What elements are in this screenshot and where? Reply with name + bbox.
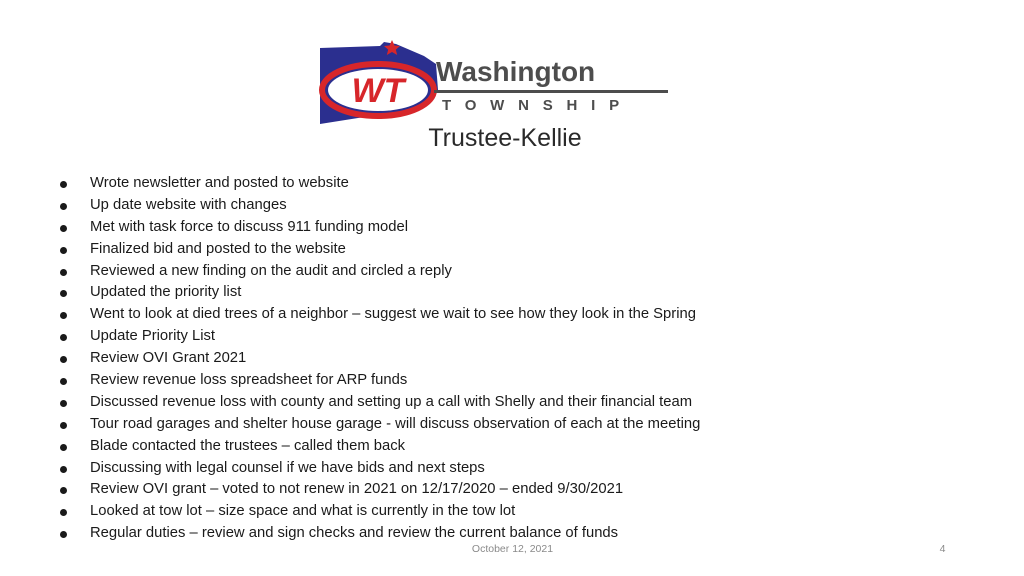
bullet-icon [60, 312, 67, 319]
bullet-icon [60, 422, 67, 429]
list-item-text: Finalized bid and posted to the website [90, 240, 346, 257]
washington-township-logo [318, 40, 670, 125]
bullet-icon [60, 531, 67, 538]
list-item [60, 282, 700, 304]
list-item-text: Looked at tow lot – size space and what is currently in the tow lot [90, 503, 516, 520]
bullet-icon [60, 466, 67, 473]
list-item-text: Discussed revenue loss with county and setting up a call with Shelly and their financial team [90, 393, 693, 410]
list-item-text: Regular duties – review and sign checks and review the current balance of funds [90, 525, 619, 542]
logo-wordmark: Washington [436, 56, 596, 87]
list-item [60, 392, 700, 414]
list-item [60, 436, 700, 458]
list-item [60, 173, 700, 195]
list-item [60, 414, 700, 436]
logo-monogram: WT [351, 72, 405, 110]
list-item-text: Blade contacted the trustees – called them back [90, 437, 406, 454]
slide-title: Trustee-Kellie [428, 124, 582, 152]
bullet-icon [60, 225, 67, 232]
bullet-icon [60, 203, 67, 210]
bullet-icon [60, 334, 67, 341]
list-item [60, 304, 700, 326]
list-item-text: Wrote newsletter and posted to website [90, 175, 349, 191]
list-item [60, 458, 700, 480]
list-item-text: Update Priority List [90, 328, 216, 345]
list-item-text: Tour road garages and shelter house garage - will discuss observation of each at the meeting [90, 415, 701, 432]
list-item [60, 501, 700, 523]
list-item [60, 239, 700, 261]
list-item-text: Up date website with changes [90, 196, 287, 213]
bullet-icon [60, 356, 67, 363]
list-item [60, 195, 700, 217]
list-item [60, 523, 700, 545]
logo-subtitle: TOWNSHIP [442, 97, 633, 114]
bullet-icon [60, 444, 67, 451]
list-item [60, 261, 700, 283]
list-item-text: Review revenue loss spreadsheet for ARP funds [90, 372, 408, 389]
footer-date: October 12, 2021 [471, 543, 554, 555]
list-item [60, 217, 700, 239]
list-item-text: Went to look at died trees of a neighbor – suggest we wait to see how they look in the Spring [90, 306, 696, 323]
list-item [60, 326, 700, 348]
list-item [60, 348, 700, 370]
bullet-list [60, 173, 700, 545]
list-item-text: Review OVI Grant 2021 [90, 350, 247, 367]
list-item-text: Review OVI grant – voted to not renew in 2021 on 12/17/2020 – ended 9/30/2021 [90, 481, 624, 498]
bullet-icon [60, 400, 67, 407]
bullet-icon [60, 378, 67, 385]
list-item-text: Updated the priority list [90, 284, 242, 301]
logo-underline [434, 90, 668, 93]
bullet-icon [60, 269, 67, 276]
list-item [60, 370, 700, 392]
bullet-icon [60, 247, 67, 254]
list-item [60, 479, 700, 501]
bullet-icon [60, 509, 67, 516]
page-number: 4 [939, 543, 946, 555]
list-item-text: Met with task force to discuss 911 funding model [90, 218, 409, 235]
bullet-icon [60, 487, 67, 494]
list-item-text: Reviewed a new finding on the audit and circled a reply [90, 262, 452, 279]
list-item-text: Discussing with legal counsel if we have bids and next steps [90, 459, 485, 476]
bullet-icon [60, 290, 67, 297]
bullet-icon [60, 181, 67, 188]
